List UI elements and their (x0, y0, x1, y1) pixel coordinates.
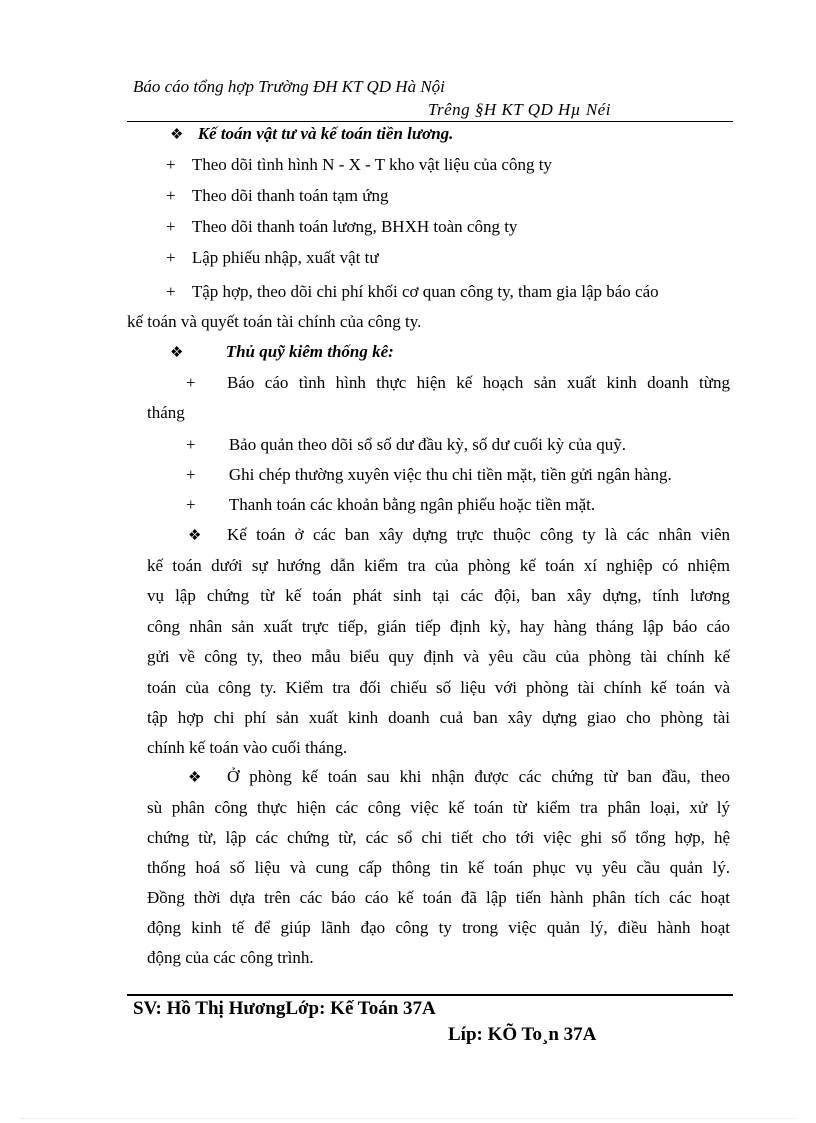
section-heading (170, 341, 394, 364)
plus-bullet: + (186, 435, 196, 454)
list-item-text: Thanh toán các khoản bằng ngân phiếu hoặc tiền mặt. (228, 495, 596, 514)
paragraph-line: kế toán dưới sự hướng dẫn kiểm tra của phòng kế toán xí nghiệp có nhiệm (147, 556, 730, 575)
footer-student: SV: Hồ Thị HươngLớp: Kế Toán 37A (133, 998, 436, 1019)
footer-divider (127, 994, 733, 996)
list-item-text: Tập hợp, theo dõi chi phí khối cơ quan công ty, tham gia lập báo cáo (191, 282, 659, 301)
plus-bullet: + (186, 495, 196, 514)
list-item (166, 185, 389, 207)
list-item-continuation: kế toán và quyết toán tài chính của công ty. (127, 312, 422, 331)
paragraph-line: sù phân công thực hiện các công việc kế toán từ kiểm tra phân loại, xử lý (147, 798, 730, 817)
plus-bullet: + (166, 186, 176, 205)
list-item-text: Bảo quản theo dõi sổ số dư đầu kỳ, số dư cuối kỳ của quỹ. (228, 435, 626, 454)
paragraph-line: động của các công trình. (147, 948, 314, 967)
paragraph-line: vụ lập chứng từ kế toán phát sinh tại các đội, ban xây dựng, tính lương (147, 586, 730, 605)
list-item (186, 434, 626, 456)
diamond-bullet-icon: ❖ (188, 770, 202, 786)
plus-bullet: + (166, 282, 176, 301)
paragraph-line: công nhân sản xuất trực tiếp, gián tiếp định kỳ, hay hàng tháng lập báo cáo (147, 617, 730, 636)
paragraph-line (188, 766, 201, 789)
list-item (166, 216, 517, 238)
plus-bullet: + (166, 248, 176, 267)
list-item (186, 372, 196, 394)
paragraph-line: động kinh tế để giúp lãnh đạo công ty trong việc quản lý, điều hành hoạt (147, 918, 730, 937)
list-item-continuation: tháng (147, 403, 185, 422)
diamond-bullet-icon: ❖ (170, 345, 184, 361)
list-item-text: Theo dõi tình hình N - X - T kho vật liệu của công ty (191, 155, 552, 174)
footer-class: Líp: KÕ To¸n 37A (448, 1024, 597, 1045)
list-item-text: Theo dõi thanh toán tạm ứng (191, 186, 389, 205)
list-item-text: Theo dõi thanh toán lương, BHXH toàn công ty (191, 217, 518, 236)
paragraph-line: tập hợp chi phí sản xuất kinh doanh cuả ban xây dựng giao cho phòng tài (147, 708, 730, 727)
paragraph-line: chứng từ, lập các chứng từ, các sổ chi tiết cho tới việc ghi sổ tổng hợp, hệ (147, 828, 730, 847)
section-title: Thủ quỹ kiêm thống kê: (225, 342, 394, 361)
paragraph-line (188, 524, 201, 547)
plus-bullet: + (166, 217, 176, 236)
paragraph-line: thống hoá số liệu và cung cấp thông tin kế toán phục vụ yêu cầu quản lý. (147, 858, 730, 877)
section-heading (170, 123, 453, 146)
paragraph-line: chính kế toán vào cuối tháng. (147, 738, 348, 757)
paragraph-line: gửi về công ty, theo mẫu biểu quy định và yêu cầu của phòng tài chính kế (147, 647, 730, 666)
list-item-text: Báo cáo tình hình thực hiện kế hoạch sản xuất kinh doanh từng (227, 373, 730, 392)
list-item-text: Lập phiếu nhập, xuất vật tư (191, 248, 379, 267)
paragraph-line: toán của công ty. Kiểm tra đối chiếu số liệu với phòng tài chính kế toán và (147, 678, 730, 697)
plus-bullet: + (166, 155, 176, 174)
list-item (166, 154, 552, 176)
diamond-bullet-icon: ❖ (188, 528, 202, 544)
list-item (186, 494, 595, 516)
list-item-text: Ghi chép thường xuyên việc thu chi tiền mặt, tiền gửi ngân hàng. (228, 465, 672, 484)
list-item (166, 281, 659, 303)
list-item (186, 464, 672, 486)
header-subtitle: Trêng §H KT QD Hµ Néi (428, 100, 611, 119)
plus-bullet: + (186, 465, 196, 484)
list-item (166, 247, 379, 269)
diamond-bullet-icon: ❖ (170, 127, 184, 143)
header-divider (127, 121, 733, 122)
paragraph-line: Kế toán ở các ban xây dựng trực thuộc công ty là các nhân viên (227, 525, 730, 544)
plus-bullet: + (186, 373, 196, 392)
section-title: Kế toán vật tư và kế toán tiền lương. (197, 124, 454, 143)
paragraph-line: Ở phòng kế toán sau khi nhận được các chứng từ ban đầu, theo (227, 767, 730, 786)
page-bottom-border (20, 1118, 796, 1119)
paragraph-line: Đồng thời dựa trên các báo cáo kế toán đã lập tiến hành phân tích các hoạt (147, 888, 730, 907)
header-title: Báo cáo tổng hợp Trường ĐH KT QD Hà Nội (133, 77, 445, 96)
